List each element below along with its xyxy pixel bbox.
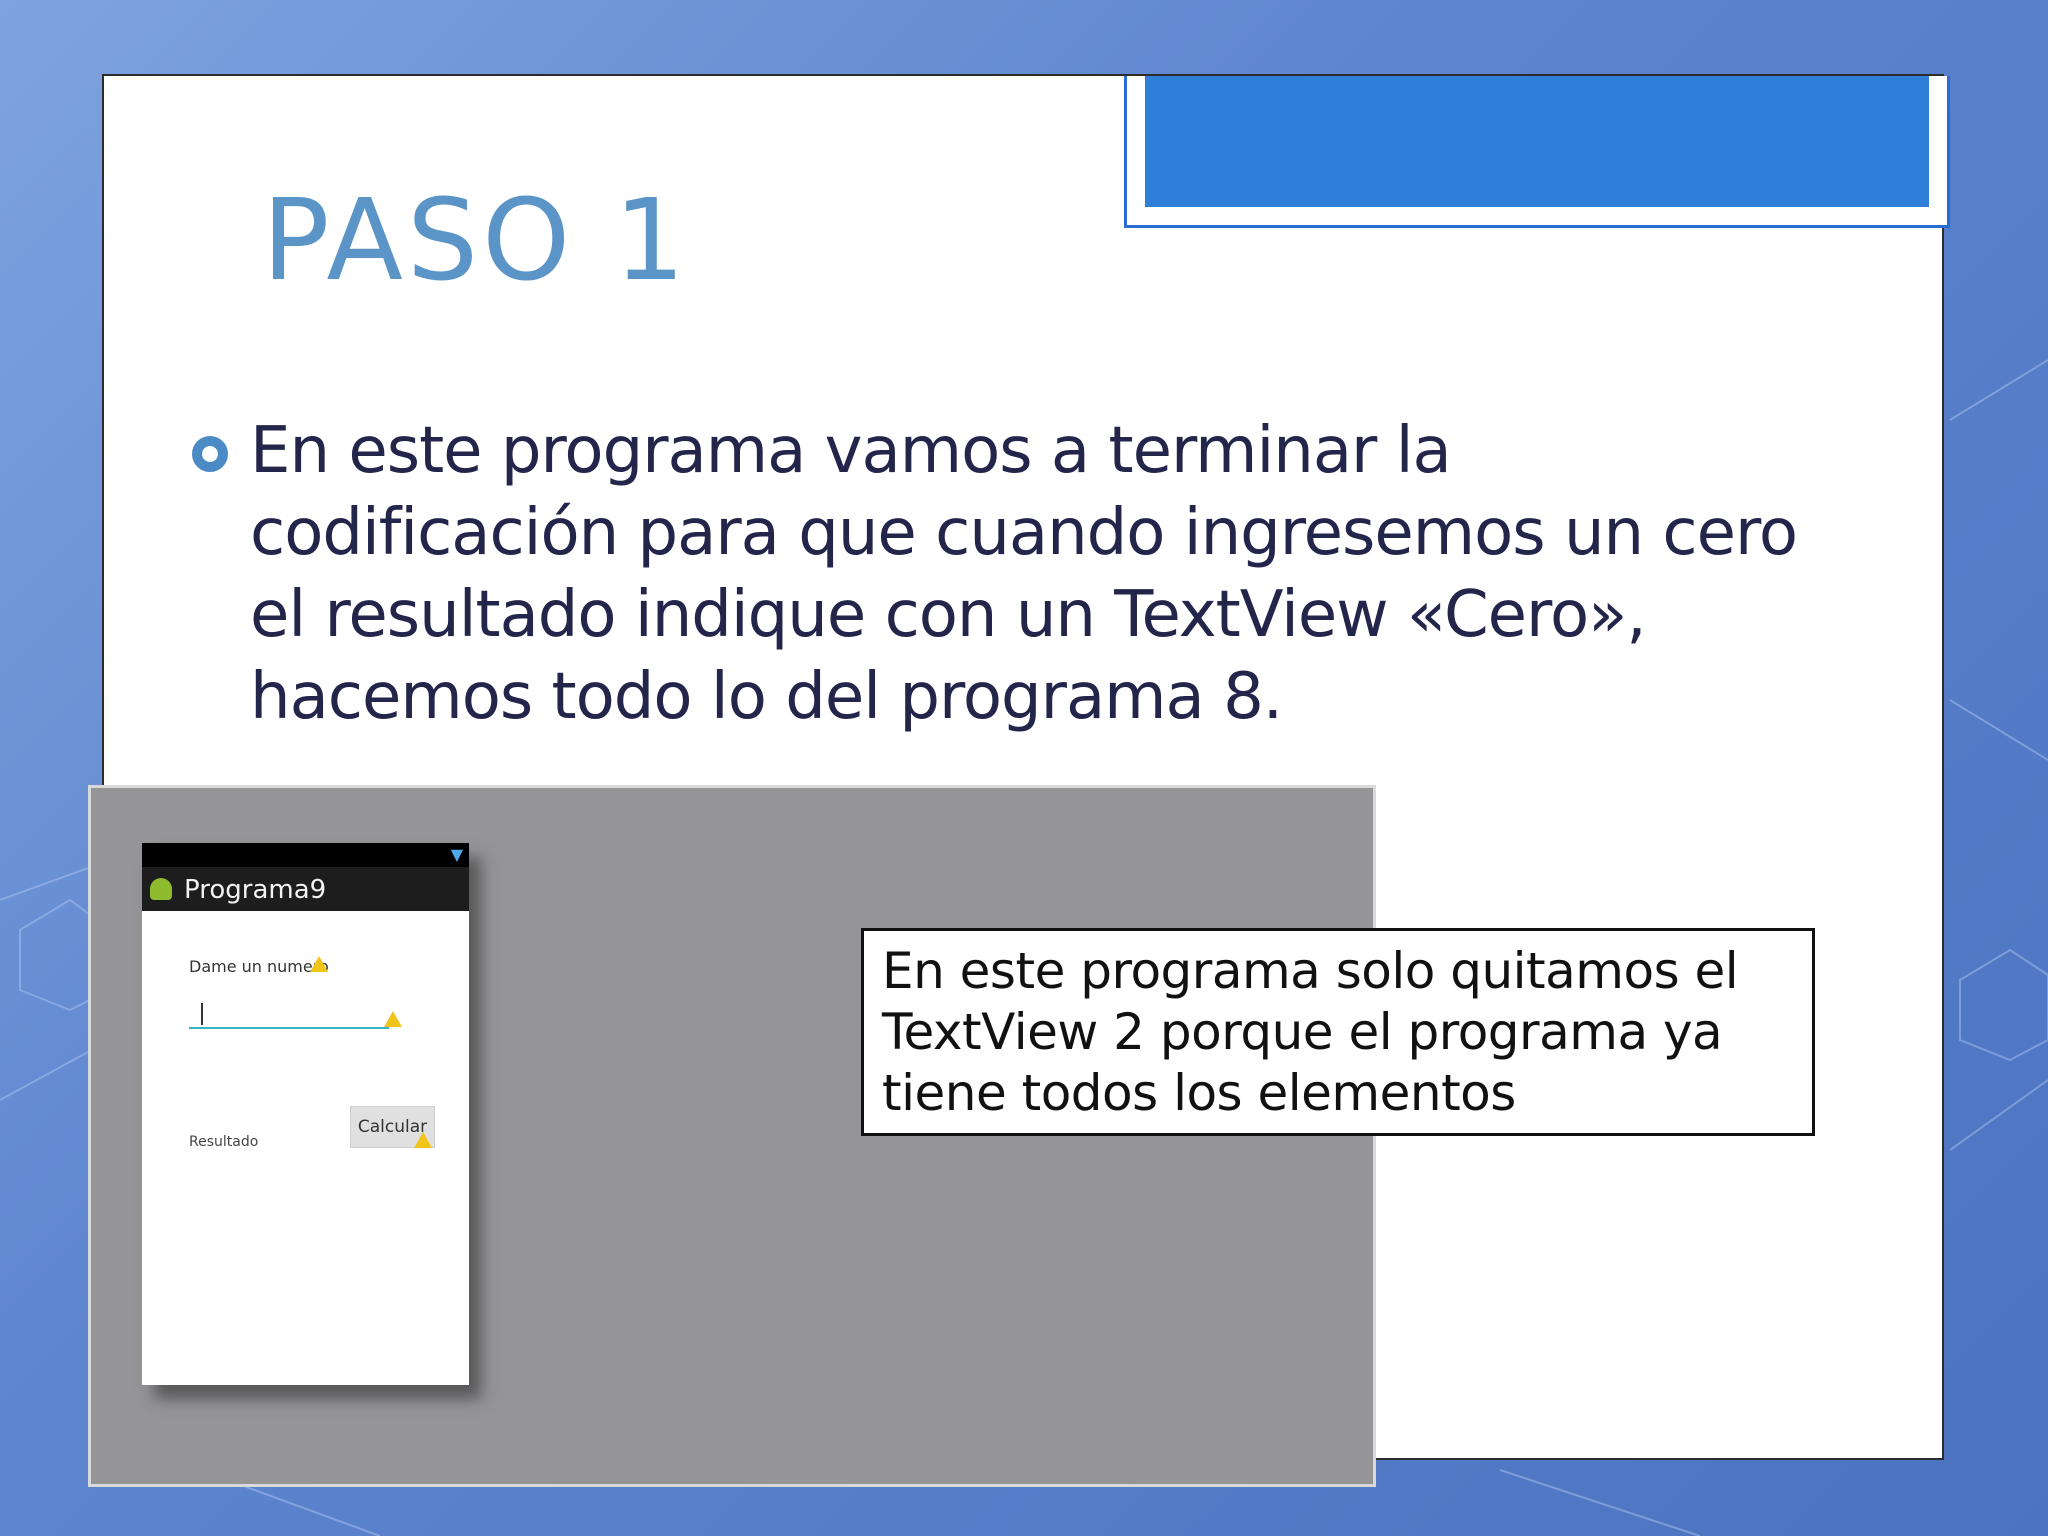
number-input[interactable]: [189, 1027, 389, 1029]
warning-icon: [414, 1132, 432, 1148]
bullet-circle-icon: [192, 436, 228, 472]
callout-note: En este programa solo quitamos el TextView 2 porque el programa ya tiene todos los elementos: [861, 928, 1815, 1136]
warning-icon: [310, 956, 328, 972]
result-label: Resultado: [189, 1134, 259, 1150]
phone-preview: [142, 843, 469, 1385]
app-titlebar: [142, 867, 469, 911]
input-label: Dame un numero: [189, 957, 329, 976]
accent-box: [1124, 76, 1950, 228]
status-bar: [142, 843, 469, 867]
warning-icon: [384, 1011, 402, 1027]
text-cursor: [201, 1003, 203, 1025]
calculate-button[interactable]: Calcular: [350, 1106, 435, 1148]
slide-title: PASO 1: [262, 176, 690, 306]
bullet-text: En este programa vamos a terminar la codificación para que cuando ingresemos un cero el resultado indique con un TextView «Cero», hacemos todo lo del programa 8.: [250, 414, 1798, 734]
android-icon: [150, 878, 172, 900]
wifi-icon: ▼: [450, 845, 463, 864]
accent-bar: [1145, 76, 1929, 207]
app-title: Programa9: [184, 875, 327, 905]
